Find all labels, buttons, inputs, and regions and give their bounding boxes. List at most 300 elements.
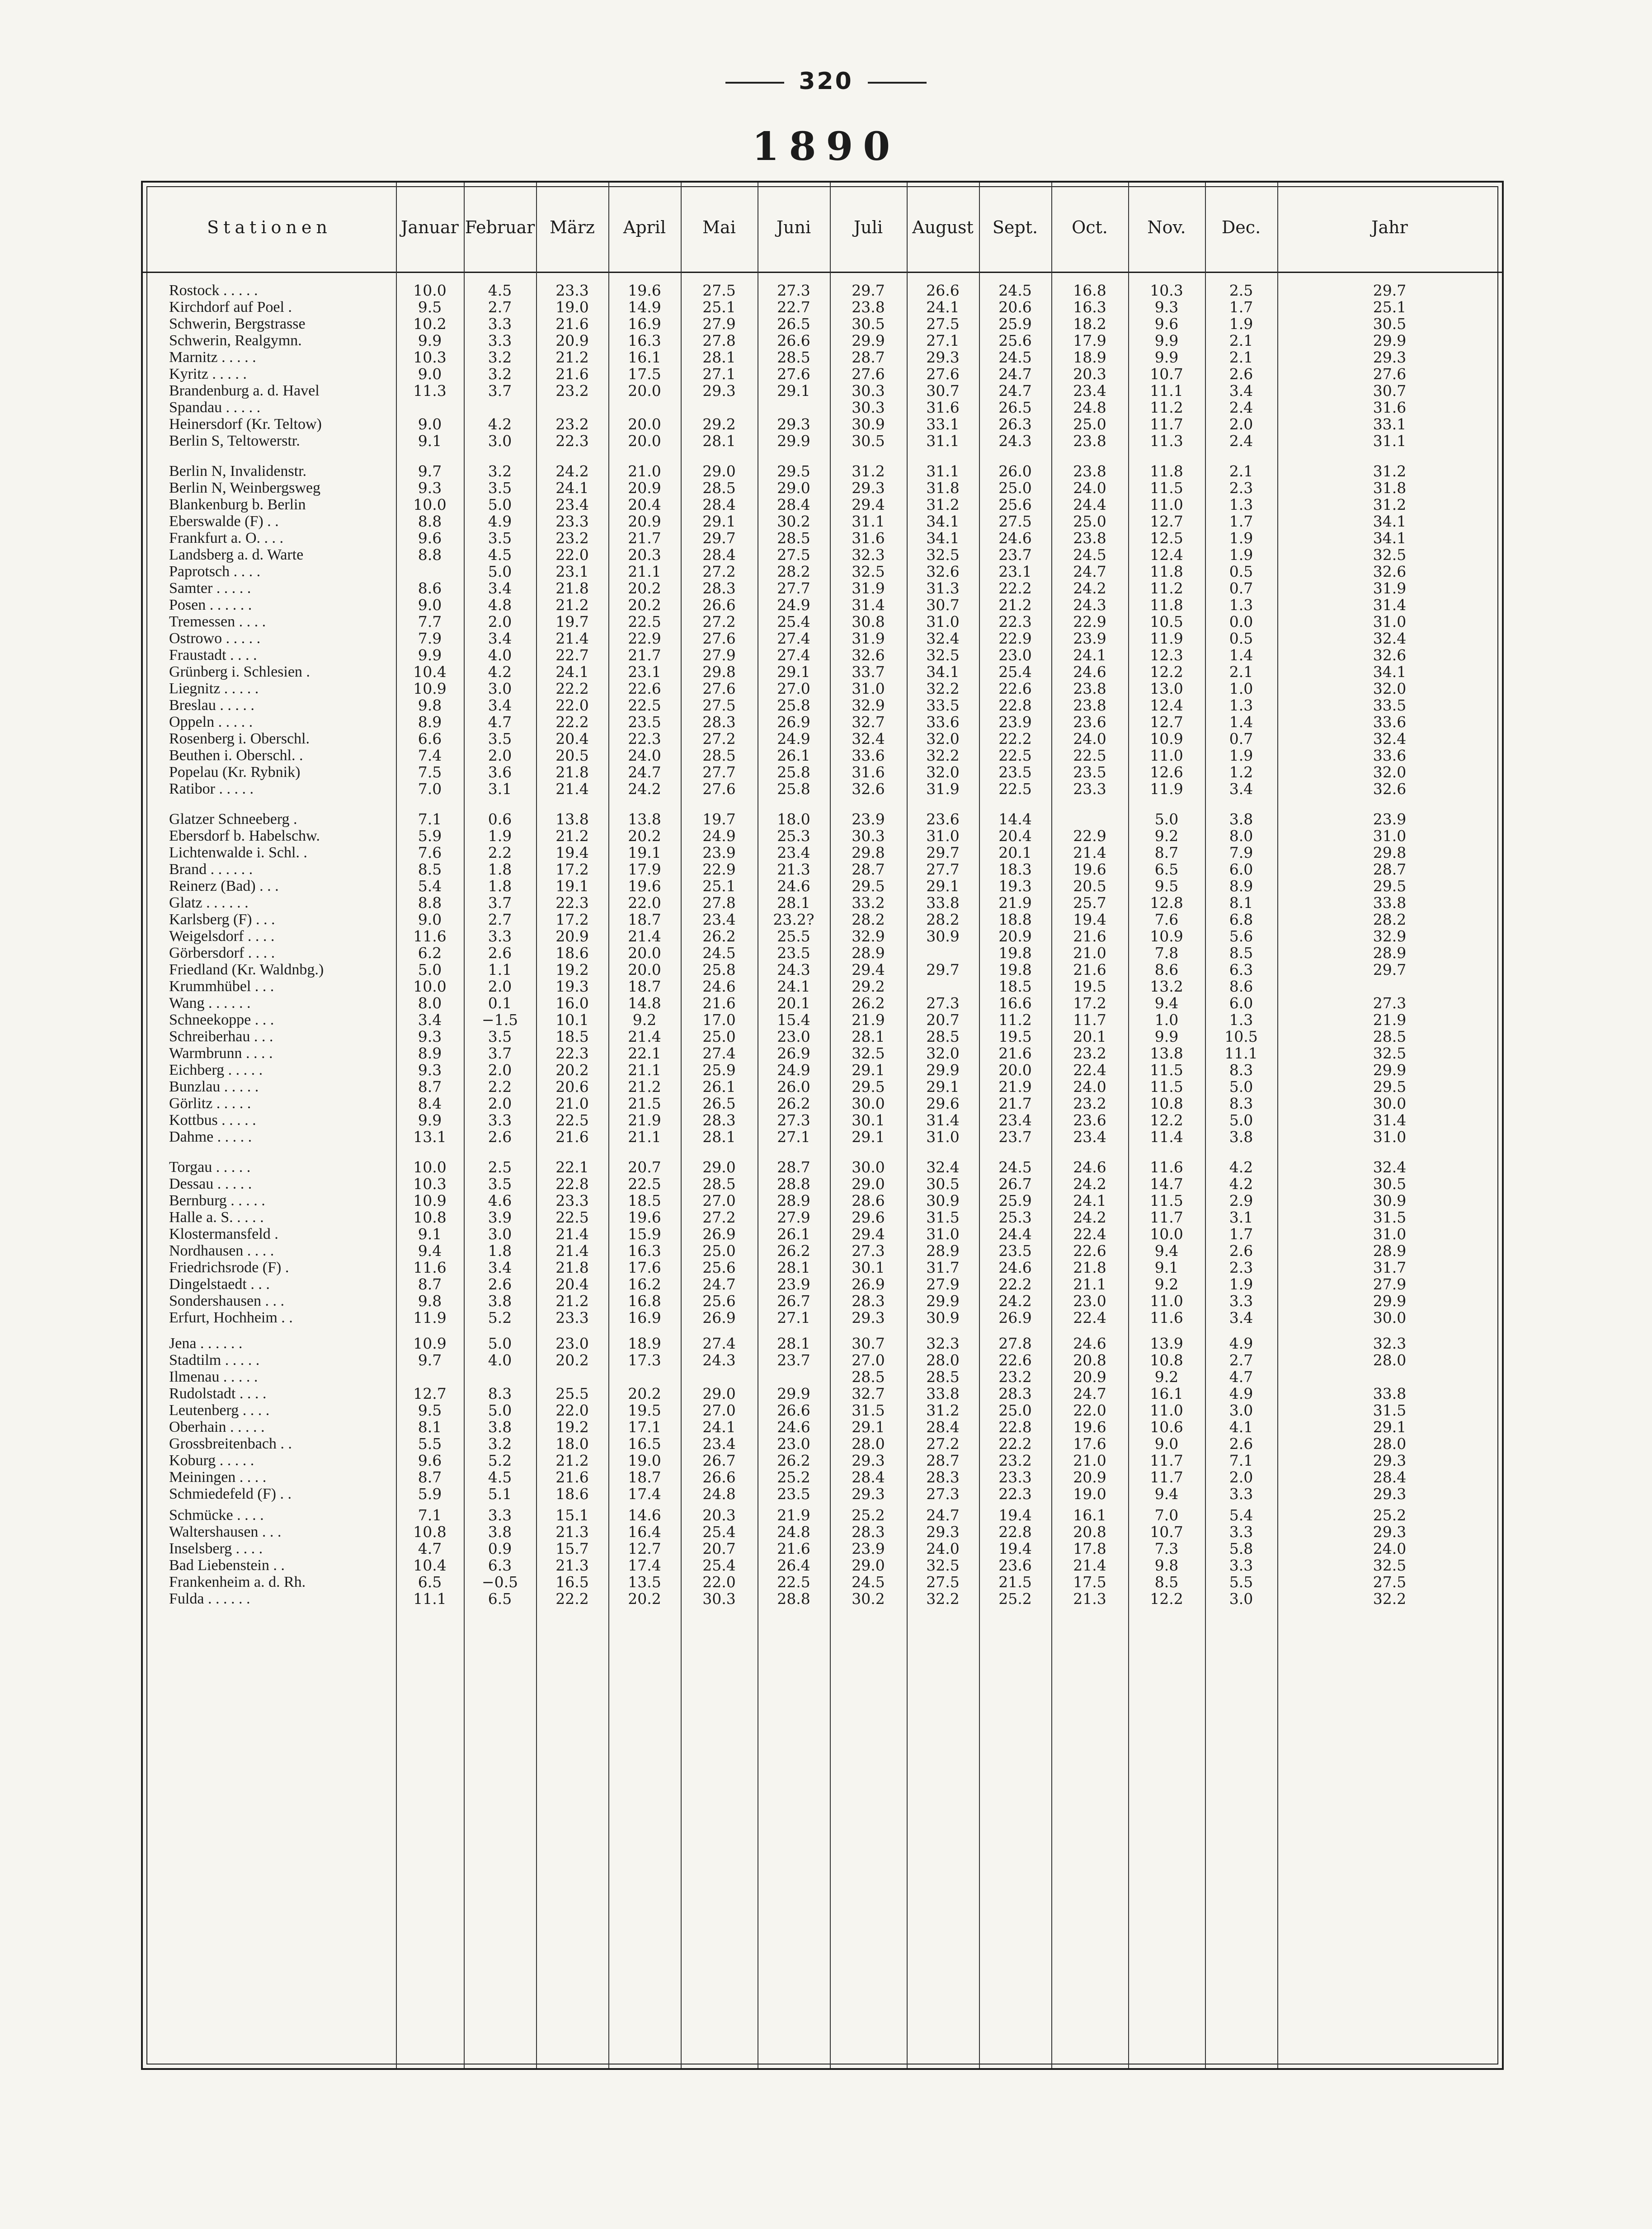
cell-juni: 23.7 bbox=[777, 1351, 810, 1369]
cell-juli: 23.8 bbox=[852, 298, 885, 316]
column-header-1: Januar bbox=[401, 217, 459, 237]
cell-oct: 20.9 bbox=[1073, 1368, 1106, 1386]
cell-nov: 10.0 bbox=[1150, 1225, 1183, 1243]
cell-dec: 2.1 bbox=[1229, 348, 1253, 366]
cell-oct: 25.0 bbox=[1073, 513, 1106, 530]
cell-juli: 24.5 bbox=[852, 1573, 885, 1591]
cell-oct: 17.6 bbox=[1073, 1435, 1106, 1453]
cell-sept: 25.3 bbox=[998, 1209, 1032, 1226]
page-number-rule-right bbox=[868, 82, 927, 84]
cell-januar: 9.1 bbox=[418, 1225, 442, 1243]
cell-februar: −1.5 bbox=[481, 1011, 518, 1029]
cell-dec: 0.7 bbox=[1229, 730, 1253, 748]
cell-januar: 10.4 bbox=[413, 1557, 447, 1574]
cell-april: 20.2 bbox=[628, 596, 661, 614]
cell-januar: 10.9 bbox=[413, 680, 447, 697]
table-row bbox=[143, 781, 1502, 797]
table-row bbox=[143, 1557, 1502, 1574]
cell-juli: 27.0 bbox=[852, 1351, 885, 1369]
cell-april: 18.7 bbox=[628, 1468, 661, 1486]
cell-januar: 9.0 bbox=[418, 415, 442, 433]
cell-januar: 11.3 bbox=[413, 382, 447, 400]
cell-nov: 9.2 bbox=[1154, 1368, 1179, 1386]
cell-jahr: 31.4 bbox=[1373, 596, 1407, 614]
cell-august: 34.1 bbox=[926, 513, 960, 530]
cell-februar: 5.0 bbox=[488, 1335, 512, 1352]
cell-oct: 19.6 bbox=[1073, 861, 1106, 878]
cell-februar: 2.2 bbox=[488, 1078, 512, 1096]
cell-oct: 16.8 bbox=[1073, 282, 1106, 299]
cell-januar: 8.6 bbox=[418, 579, 442, 597]
cell-januar: 8.8 bbox=[418, 513, 442, 530]
cell-august: 33.8 bbox=[926, 894, 960, 912]
station-name: Halle a. S. . . . . bbox=[169, 1209, 264, 1226]
cell-oct: 23.9 bbox=[1073, 630, 1106, 647]
cell-juli: 33.7 bbox=[852, 663, 885, 681]
cell-oct: 22.9 bbox=[1073, 613, 1106, 630]
cell-august: 28.5 bbox=[926, 1028, 960, 1045]
cell-jahr: 31.0 bbox=[1373, 1128, 1407, 1146]
cell-mai: 27.6 bbox=[702, 780, 736, 798]
table-row bbox=[143, 1062, 1502, 1078]
cell-oct: 23.8 bbox=[1073, 432, 1106, 450]
cell-sept: 24.3 bbox=[998, 432, 1032, 450]
cell-sept: 27.8 bbox=[998, 1335, 1032, 1352]
cell-dec: 2.6 bbox=[1229, 1435, 1253, 1453]
cell-jahr: 30.9 bbox=[1373, 1192, 1407, 1209]
cell-april: 15.9 bbox=[628, 1225, 661, 1243]
cell-märz: 22.2 bbox=[555, 713, 589, 731]
cell-mai: 27.2 bbox=[702, 563, 736, 580]
cell-märz: 21.6 bbox=[555, 315, 589, 333]
cell-oct: 23.4 bbox=[1073, 1128, 1106, 1146]
cell-juni: 29.1 bbox=[777, 663, 810, 681]
cell-oct: 17.2 bbox=[1073, 994, 1106, 1012]
cell-jahr: 29.3 bbox=[1373, 1485, 1407, 1503]
cell-august: 34.1 bbox=[926, 663, 960, 681]
cell-juli: 31.5 bbox=[852, 1401, 885, 1419]
cell-mai: 27.4 bbox=[702, 1044, 736, 1062]
cell-sept: 21.2 bbox=[998, 596, 1032, 614]
cell-juni: 26.2 bbox=[777, 1095, 810, 1112]
cell-mai: 27.4 bbox=[702, 1335, 736, 1352]
cell-oct: 21.0 bbox=[1073, 944, 1106, 962]
cell-april: 20.4 bbox=[628, 496, 661, 513]
cell-sept: 26.0 bbox=[998, 462, 1032, 480]
cell-januar: 5.9 bbox=[418, 1485, 442, 1503]
station-name: Koburg . . . . . bbox=[169, 1452, 254, 1469]
cell-mai: 29.7 bbox=[702, 529, 736, 547]
station-name: Brandenburg a. d. Havel bbox=[169, 382, 320, 399]
cell-august: 32.0 bbox=[926, 763, 960, 781]
cell-dec: 2.1 bbox=[1229, 332, 1253, 349]
cell-oct: 17.5 bbox=[1073, 1573, 1106, 1591]
cell-januar: 9.8 bbox=[418, 1292, 442, 1310]
cell-sept: 23.4 bbox=[998, 1111, 1032, 1129]
cell-april: 19.0 bbox=[628, 1452, 661, 1469]
cell-oct: 20.3 bbox=[1073, 365, 1106, 383]
station-name: Torgau . . . . . bbox=[169, 1159, 251, 1176]
station-name: Lichtenwalde i. Schl. . bbox=[169, 844, 307, 861]
cell-august: 33.5 bbox=[926, 696, 960, 714]
cell-februar: 3.8 bbox=[488, 1292, 512, 1310]
cell-februar: 4.2 bbox=[488, 663, 512, 681]
cell-dec: 2.0 bbox=[1229, 415, 1253, 433]
cell-juli: 29.9 bbox=[852, 332, 885, 349]
cell-august: 27.5 bbox=[926, 315, 960, 333]
cell-juni: 25.4 bbox=[777, 613, 810, 630]
cell-juli: 26.2 bbox=[852, 994, 885, 1012]
cell-juni: 28.8 bbox=[777, 1590, 810, 1608]
cell-januar: 6.6 bbox=[418, 730, 442, 748]
cell-februar: 3.8 bbox=[488, 1418, 512, 1436]
cell-mai: 25.1 bbox=[702, 877, 736, 895]
cell-dec: 0.7 bbox=[1229, 579, 1253, 597]
cell-juni: 25.8 bbox=[777, 696, 810, 714]
table-row bbox=[143, 878, 1502, 894]
station-name: Schreiberhau . . . bbox=[169, 1028, 273, 1045]
table-row bbox=[143, 1226, 1502, 1242]
cell-nov: 10.8 bbox=[1150, 1095, 1183, 1112]
cell-sept: 22.9 bbox=[998, 630, 1032, 647]
cell-oct: 24.4 bbox=[1073, 496, 1106, 513]
cell-dec: 2.5 bbox=[1229, 282, 1253, 299]
cell-januar: 9.5 bbox=[418, 1401, 442, 1419]
cell-mai: 26.6 bbox=[702, 1468, 736, 1486]
cell-august: 31.0 bbox=[926, 1225, 960, 1243]
cell-juni: 29.5 bbox=[777, 462, 810, 480]
cell-oct: 21.8 bbox=[1073, 1259, 1106, 1276]
cell-oct: 23.3 bbox=[1073, 780, 1106, 798]
table-row bbox=[143, 663, 1502, 680]
table-row bbox=[143, 747, 1502, 764]
cell-mai: 27.8 bbox=[702, 332, 736, 349]
cell-august: 29.9 bbox=[926, 1292, 960, 1310]
table-row bbox=[143, 433, 1502, 449]
cell-jahr: 31.5 bbox=[1373, 1401, 1407, 1419]
cell-april: 21.1 bbox=[628, 563, 661, 580]
cell-mai: 27.5 bbox=[702, 282, 736, 299]
cell-august: 30.7 bbox=[926, 382, 960, 400]
cell-april: 16.3 bbox=[628, 332, 661, 349]
cell-august: 27.5 bbox=[926, 1573, 960, 1591]
cell-jahr: 32.2 bbox=[1373, 1590, 1407, 1608]
cell-mai: 28.1 bbox=[702, 432, 736, 450]
cell-nov: 11.8 bbox=[1150, 596, 1183, 614]
cell-oct: 17.9 bbox=[1073, 332, 1106, 349]
cell-dec: 5.0 bbox=[1229, 1078, 1253, 1096]
cell-februar: 1.9 bbox=[488, 827, 512, 845]
cell-februar: 4.9 bbox=[488, 513, 512, 530]
cell-april: 13.8 bbox=[628, 810, 661, 828]
cell-mai: 27.5 bbox=[702, 696, 736, 714]
cell-mai: 19.7 bbox=[702, 810, 736, 828]
table-row bbox=[143, 697, 1502, 714]
table-row bbox=[143, 1309, 1502, 1326]
cell-februar: 3.4 bbox=[488, 696, 512, 714]
cell-juni: 26.1 bbox=[777, 1225, 810, 1243]
cell-februar: 3.5 bbox=[488, 529, 512, 547]
cell-sept: 26.5 bbox=[998, 399, 1032, 416]
cell-juni: 27.1 bbox=[777, 1309, 810, 1326]
cell-oct: 24.2 bbox=[1073, 1175, 1106, 1193]
cell-februar: 4.5 bbox=[488, 546, 512, 564]
cell-juli: 31.0 bbox=[852, 680, 885, 697]
cell-juli: 33.6 bbox=[852, 747, 885, 764]
cell-januar: 5.4 bbox=[418, 877, 442, 895]
cell-märz: 22.3 bbox=[555, 1044, 589, 1062]
cell-oct: 23.8 bbox=[1073, 462, 1106, 480]
cell-oct: 20.8 bbox=[1073, 1523, 1106, 1541]
cell-sept: 23.2 bbox=[998, 1452, 1032, 1469]
cell-mai: 21.6 bbox=[702, 994, 736, 1012]
cell-juli: 31.4 bbox=[852, 596, 885, 614]
cell-april: 20.9 bbox=[628, 479, 661, 497]
cell-august: 32.0 bbox=[926, 730, 960, 748]
cell-mai: 28.5 bbox=[702, 1175, 736, 1193]
cell-januar: 6.2 bbox=[418, 944, 442, 962]
cell-dec: 5.8 bbox=[1229, 1540, 1253, 1557]
table-row bbox=[143, 463, 1502, 480]
cell-februar: 4.7 bbox=[488, 713, 512, 731]
cell-august: 23.6 bbox=[926, 810, 960, 828]
cell-februar: 2.0 bbox=[488, 978, 512, 995]
cell-jahr: 31.8 bbox=[1373, 479, 1407, 497]
cell-sept: 22.8 bbox=[998, 1523, 1032, 1541]
cell-nov: 12.2 bbox=[1150, 1590, 1183, 1608]
cell-mai: 22.9 bbox=[702, 861, 736, 878]
cell-oct: 11.7 bbox=[1073, 1011, 1106, 1029]
cell-mai: 29.2 bbox=[702, 415, 736, 433]
table-row bbox=[143, 995, 1502, 1011]
cell-august: 31.2 bbox=[926, 1401, 960, 1419]
cell-nov: 11.9 bbox=[1150, 630, 1183, 647]
cell-oct: 21.4 bbox=[1073, 1557, 1106, 1574]
station-name: Nordhausen . . . . bbox=[169, 1242, 274, 1259]
cell-februar: 3.0 bbox=[488, 1225, 512, 1243]
station-name: Berlin N, Weinbergsweg bbox=[169, 480, 321, 496]
cell-jahr: 24.0 bbox=[1373, 1540, 1407, 1557]
cell-sept: 22.3 bbox=[998, 1485, 1032, 1503]
cell-nov: 11.2 bbox=[1150, 399, 1183, 416]
table-row bbox=[143, 1574, 1502, 1590]
cell-jahr: 30.5 bbox=[1373, 1175, 1407, 1193]
table-row bbox=[143, 299, 1502, 315]
cell-jahr: 31.2 bbox=[1373, 462, 1407, 480]
cell-jahr: 25.1 bbox=[1373, 298, 1407, 316]
cell-juli: 30.5 bbox=[852, 432, 885, 450]
cell-februar: 6.5 bbox=[488, 1590, 512, 1608]
station-name: Klostermansfeld . bbox=[169, 1226, 278, 1242]
cell-nov: 11.8 bbox=[1150, 462, 1183, 480]
cell-jahr: 29.3 bbox=[1373, 1523, 1407, 1541]
cell-oct: 23.6 bbox=[1073, 1111, 1106, 1129]
cell-mai: 26.9 bbox=[702, 1309, 736, 1326]
station-name: Glatzer Schneeberg . bbox=[169, 811, 297, 828]
table-row bbox=[143, 496, 1502, 513]
cell-april: 18.7 bbox=[628, 978, 661, 995]
cell-jahr: 29.7 bbox=[1373, 282, 1407, 299]
cell-april: 20.0 bbox=[628, 415, 661, 433]
cell-april: 17.9 bbox=[628, 861, 661, 878]
cell-märz: 20.4 bbox=[555, 1275, 589, 1293]
cell-dec: 2.4 bbox=[1229, 399, 1253, 416]
cell-sept: 21.9 bbox=[998, 1078, 1032, 1096]
cell-sept: 25.4 bbox=[998, 663, 1032, 681]
cell-jahr: 34.1 bbox=[1373, 529, 1407, 547]
cell-april: 21.7 bbox=[628, 646, 661, 664]
cell-nov: 16.1 bbox=[1150, 1385, 1183, 1402]
cell-februar: 3.2 bbox=[488, 1435, 512, 1453]
cell-januar: 10.8 bbox=[413, 1523, 447, 1541]
cell-mai: 27.1 bbox=[702, 365, 736, 383]
cell-juni: 29.9 bbox=[777, 1385, 810, 1402]
cell-januar: 7.1 bbox=[418, 1506, 442, 1524]
column-header-6: Juni bbox=[776, 217, 811, 237]
cell-april: 21.4 bbox=[628, 1028, 661, 1045]
cell-januar: 8.7 bbox=[418, 1275, 442, 1293]
cell-januar: 8.8 bbox=[418, 546, 442, 564]
cell-april: 21.9 bbox=[628, 1111, 661, 1129]
cell-juni: 20.1 bbox=[777, 994, 810, 1012]
cell-dec: 1.9 bbox=[1229, 1275, 1253, 1293]
cell-sept: 25.2 bbox=[998, 1590, 1032, 1608]
cell-juli: 26.9 bbox=[852, 1275, 885, 1293]
cell-januar: 9.3 bbox=[418, 1028, 442, 1045]
cell-sept: 18.8 bbox=[998, 911, 1032, 928]
cell-mai: 28.4 bbox=[702, 496, 736, 513]
cell-nov: 7.3 bbox=[1154, 1540, 1179, 1557]
cell-nov: 10.3 bbox=[1150, 282, 1183, 299]
cell-februar: 8.3 bbox=[488, 1385, 512, 1402]
table-row bbox=[143, 961, 1502, 978]
cell-dec: 1.7 bbox=[1229, 513, 1253, 530]
station-name: Landsberg a. d. Warte bbox=[169, 546, 304, 563]
cell-oct: 16.1 bbox=[1073, 1506, 1106, 1524]
cell-märz: 22.3 bbox=[555, 894, 589, 912]
cell-nov: 10.9 bbox=[1150, 730, 1183, 748]
cell-april: 22.1 bbox=[628, 1044, 661, 1062]
cell-februar: 5.0 bbox=[488, 1401, 512, 1419]
cell-juli: 31.9 bbox=[852, 630, 885, 647]
cell-juli: 32.9 bbox=[852, 927, 885, 945]
station-name: Görlitz . . . . . bbox=[169, 1095, 251, 1112]
cell-februar: 2.0 bbox=[488, 613, 512, 630]
cell-sept: 23.3 bbox=[998, 1468, 1032, 1486]
cell-juni: 24.3 bbox=[777, 961, 810, 978]
station-group bbox=[143, 282, 1502, 449]
cell-jahr: 32.6 bbox=[1373, 563, 1407, 580]
cell-sept: 26.9 bbox=[998, 1309, 1032, 1326]
cell-märz: 22.3 bbox=[555, 432, 589, 450]
cell-august: 27.6 bbox=[926, 365, 960, 383]
station-name: Paprotsch . . . . bbox=[169, 563, 261, 580]
cell-dec: 2.9 bbox=[1229, 1192, 1253, 1209]
cell-märz: 15.7 bbox=[555, 1540, 589, 1557]
cell-april: 14.9 bbox=[628, 298, 661, 316]
cell-juni: 22.5 bbox=[777, 1573, 810, 1591]
cell-dec: 3.3 bbox=[1229, 1292, 1253, 1310]
cell-januar: 7.9 bbox=[418, 630, 442, 647]
cell-jahr: 32.5 bbox=[1373, 546, 1407, 564]
cell-jahr: 30.0 bbox=[1373, 1095, 1407, 1112]
cell-jahr: 33.5 bbox=[1373, 696, 1407, 714]
cell-april: 16.8 bbox=[628, 1292, 661, 1310]
cell-april: 22.5 bbox=[628, 696, 661, 714]
cell-märz: 17.2 bbox=[555, 911, 589, 928]
station-name: Ostrowo . . . . . bbox=[169, 630, 261, 647]
cell-april: 16.2 bbox=[628, 1275, 661, 1293]
cell-mai: 28.3 bbox=[702, 713, 736, 731]
column-header-11: Nov. bbox=[1147, 217, 1186, 237]
cell-märz: 22.2 bbox=[555, 680, 589, 697]
cell-oct: 24.2 bbox=[1073, 1209, 1106, 1226]
cell-mai: 20.7 bbox=[702, 1540, 736, 1557]
cell-august: 27.7 bbox=[926, 861, 960, 878]
cell-märz: 15.1 bbox=[555, 1506, 589, 1524]
cell-jahr: 32.0 bbox=[1373, 763, 1407, 781]
cell-dec: 11.1 bbox=[1224, 1044, 1258, 1062]
station-name: Schneekoppe . . . bbox=[169, 1011, 274, 1028]
cell-juni: 29.3 bbox=[777, 415, 810, 433]
cell-juni: 28.7 bbox=[777, 1158, 810, 1176]
station-name: Ebersdorf b. Habelschw. bbox=[169, 828, 320, 844]
cell-sept: 23.2 bbox=[998, 1368, 1032, 1386]
cell-dec: 10.5 bbox=[1224, 1028, 1258, 1045]
cell-sept: 23.5 bbox=[998, 1242, 1032, 1260]
cell-august: 27.3 bbox=[926, 1485, 960, 1503]
cell-juli: 31.9 bbox=[852, 579, 885, 597]
cell-august: 29.9 bbox=[926, 1061, 960, 1079]
cell-juni: 24.8 bbox=[777, 1523, 810, 1541]
cell-februar: 3.0 bbox=[488, 680, 512, 697]
cell-jahr: 28.9 bbox=[1373, 1242, 1407, 1260]
cell-august: 30.9 bbox=[926, 927, 960, 945]
cell-jahr: 29.1 bbox=[1373, 1418, 1407, 1436]
station-name: Reinerz (Bad) . . . bbox=[169, 878, 279, 894]
cell-sept: 25.9 bbox=[998, 315, 1032, 333]
cell-nov: 11.5 bbox=[1150, 1192, 1183, 1209]
cell-august: 31.8 bbox=[926, 479, 960, 497]
cell-sept: 20.0 bbox=[998, 1061, 1032, 1079]
cell-nov: 11.7 bbox=[1150, 1452, 1183, 1469]
cell-sept: 23.9 bbox=[998, 713, 1032, 731]
cell-jahr: 32.5 bbox=[1373, 1044, 1407, 1062]
cell-januar: 8.0 bbox=[418, 994, 442, 1012]
cell-sept: 22.2 bbox=[998, 730, 1032, 748]
cell-mai: 25.0 bbox=[702, 1028, 736, 1045]
column-header-8: August bbox=[912, 217, 974, 237]
cell-märz: 19.0 bbox=[555, 298, 589, 316]
cell-dec: 6.0 bbox=[1229, 994, 1253, 1012]
cell-april: 13.5 bbox=[628, 1573, 661, 1591]
cell-august: 30.9 bbox=[926, 1192, 960, 1209]
cell-april: 20.7 bbox=[628, 1158, 661, 1176]
cell-märz: 20.9 bbox=[555, 927, 589, 945]
cell-august: 32.5 bbox=[926, 646, 960, 664]
cell-märz: 18.6 bbox=[555, 1485, 589, 1503]
table-row bbox=[143, 1192, 1502, 1209]
cell-nov: 10.8 bbox=[1150, 1351, 1183, 1369]
cell-februar: 3.3 bbox=[488, 1111, 512, 1129]
table-row bbox=[143, 1352, 1502, 1368]
cell-juli: 23.9 bbox=[852, 1540, 885, 1557]
cell-juni: 23.4 bbox=[777, 844, 810, 861]
cell-jahr: 25.2 bbox=[1373, 1506, 1407, 1524]
cell-juli: 30.8 bbox=[852, 613, 885, 630]
cell-mai: 29.0 bbox=[702, 462, 736, 480]
cell-sept: 19.4 bbox=[998, 1540, 1032, 1557]
